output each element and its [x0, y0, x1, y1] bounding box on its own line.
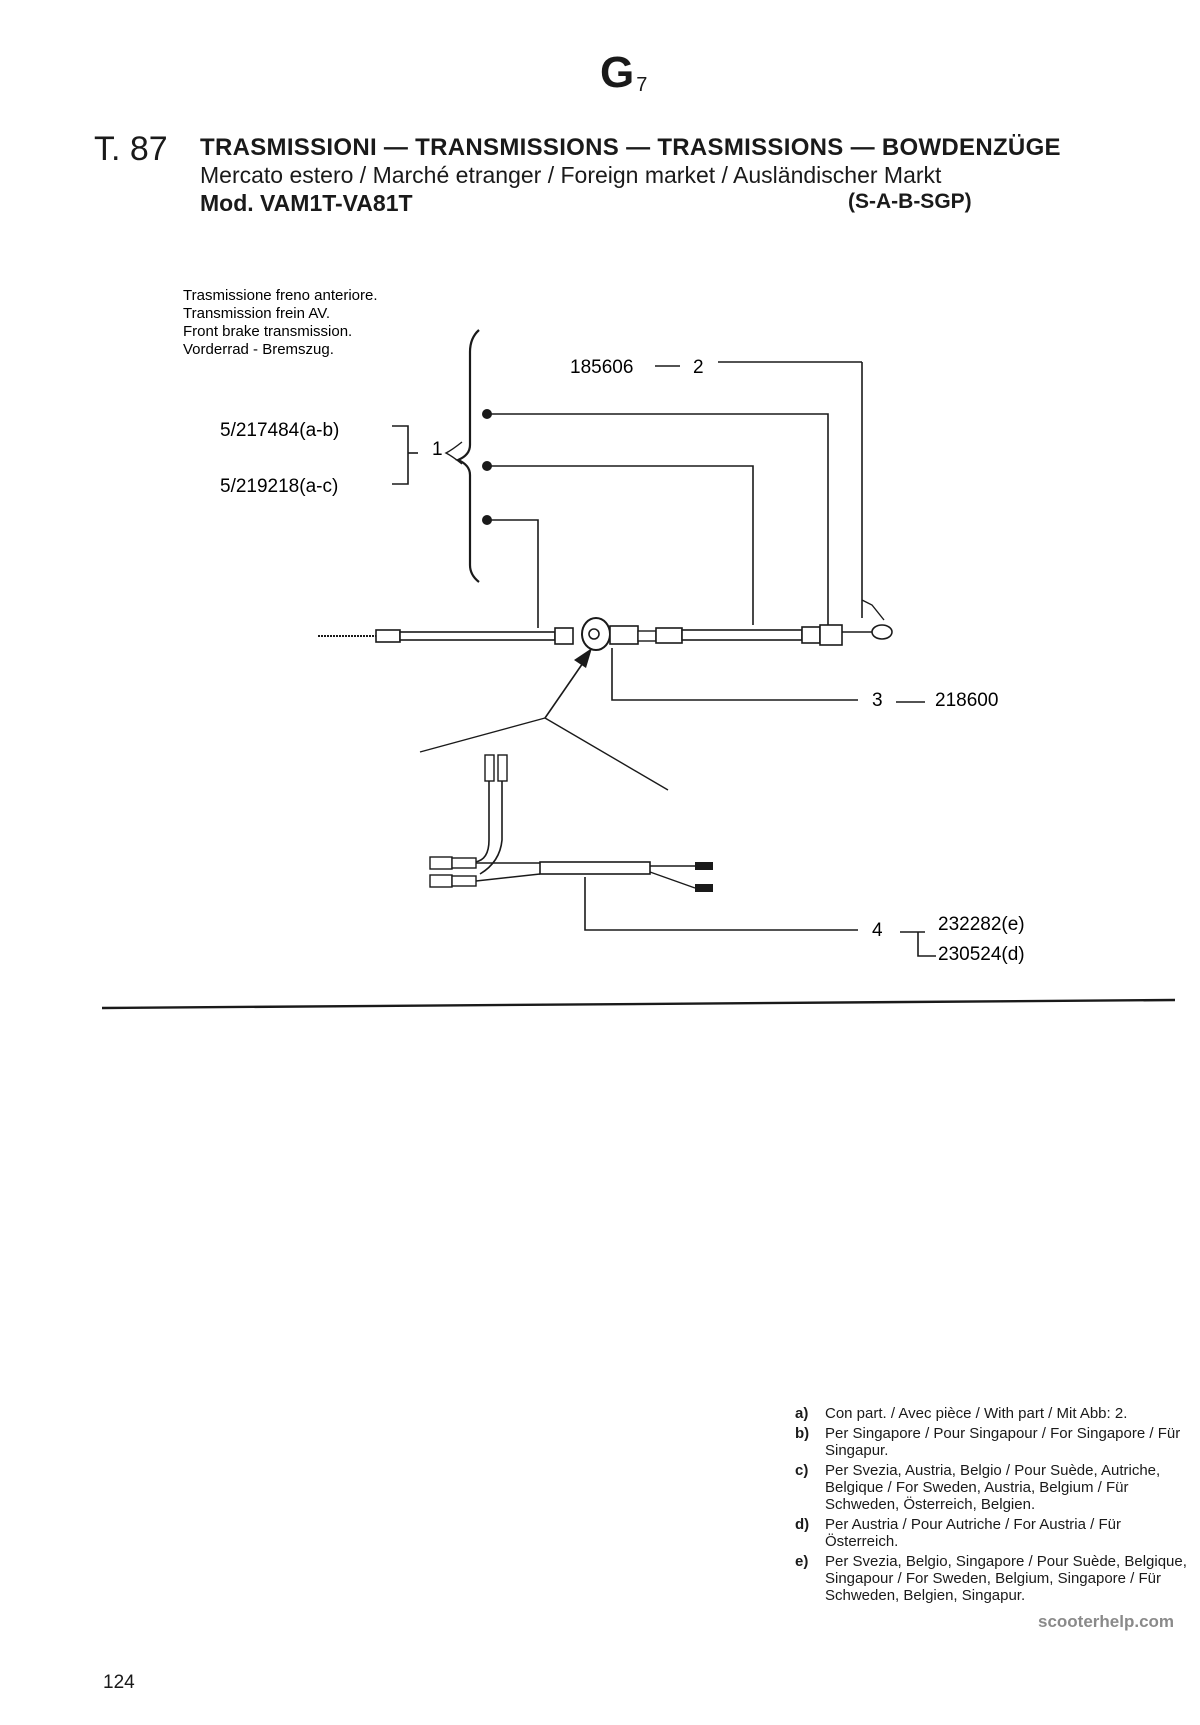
caption-line-en: Front brake transmission.: [183, 323, 353, 340]
part-1-bracket: [392, 426, 408, 484]
market-subtitle: Mercato estero / Marché etranger / Foreign market / Ausländischer Markt: [200, 162, 942, 188]
footnote-e: e) Per Svezia, Belgio, Singapore / Pour Suède, Belgique, Singapour / For Sweden, Belgium, Singapore / Für Schweden, Belgien, Singapur.: [795, 1553, 1187, 1604]
part-3-number: 218600: [935, 690, 999, 711]
model-line: Mod. VAM1T-VA81T: [200, 190, 413, 216]
group-brace: [458, 330, 479, 582]
footnote-d: d) Per Austria / Pour Autriche / For Austria / Für Österreich.: [795, 1516, 1121, 1550]
part-1b-number: 5/219218(a-c): [220, 476, 339, 497]
page-number: 124: [103, 1672, 135, 1693]
watermark: scooterhelp.com: [1038, 1612, 1175, 1631]
caption-line-fr: Transmission frein AV.: [183, 305, 331, 322]
caption-line-it: Trasmissione freno anteriore.: [183, 287, 378, 304]
part-1a-number: 5/217484(a-b): [220, 420, 340, 441]
harness-sleeve: [540, 862, 650, 874]
part-2-ref: 2: [693, 357, 704, 378]
section-code: G $_7$: [600, 48, 648, 97]
part-1-ref: 1: [432, 439, 443, 460]
outer-sheath-right: [682, 630, 802, 640]
part-2-number: 185606: [570, 357, 634, 378]
table-number: T. 87: [94, 130, 168, 168]
footnote-c: c) Per Svezia, Austria, Belgio / Pour Suède, Autriche, Belgique / For Sweden, Austria, Belgium / Für Schweden, Österreich, Belgien.: [795, 1462, 1161, 1513]
variants-line: (S-A-B-SGP): [848, 190, 972, 213]
part-4a-number: 232282(e): [938, 914, 1025, 935]
caption-line-de: Vorderrad - Bremszug.: [183, 341, 334, 358]
footnote-a: a) Con part. / Avec pièce / With part / Mit Abb: 2.: [795, 1405, 1128, 1422]
detail-arrow: [574, 648, 592, 668]
outer-sheath-left: [400, 632, 555, 640]
page-title: TRASMISSIONI — TRANSMISSIONS — TRASMISSIONS — BOWDENZÜGE: [200, 134, 1061, 161]
footnote-b: b) Per Singapore / Pour Singapour / For Singapore / Für Singapur.: [795, 1425, 1181, 1459]
part-4-ref: 4: [872, 920, 883, 941]
section-subscript: 7: [636, 74, 648, 96]
cable-nipple: [872, 625, 892, 639]
section-divider: [102, 1000, 1175, 1008]
part-3-ref: 3: [872, 690, 883, 711]
part-4b-number: 230524(d): [938, 944, 1025, 965]
footnotes: [795, 1405, 1195, 1607]
